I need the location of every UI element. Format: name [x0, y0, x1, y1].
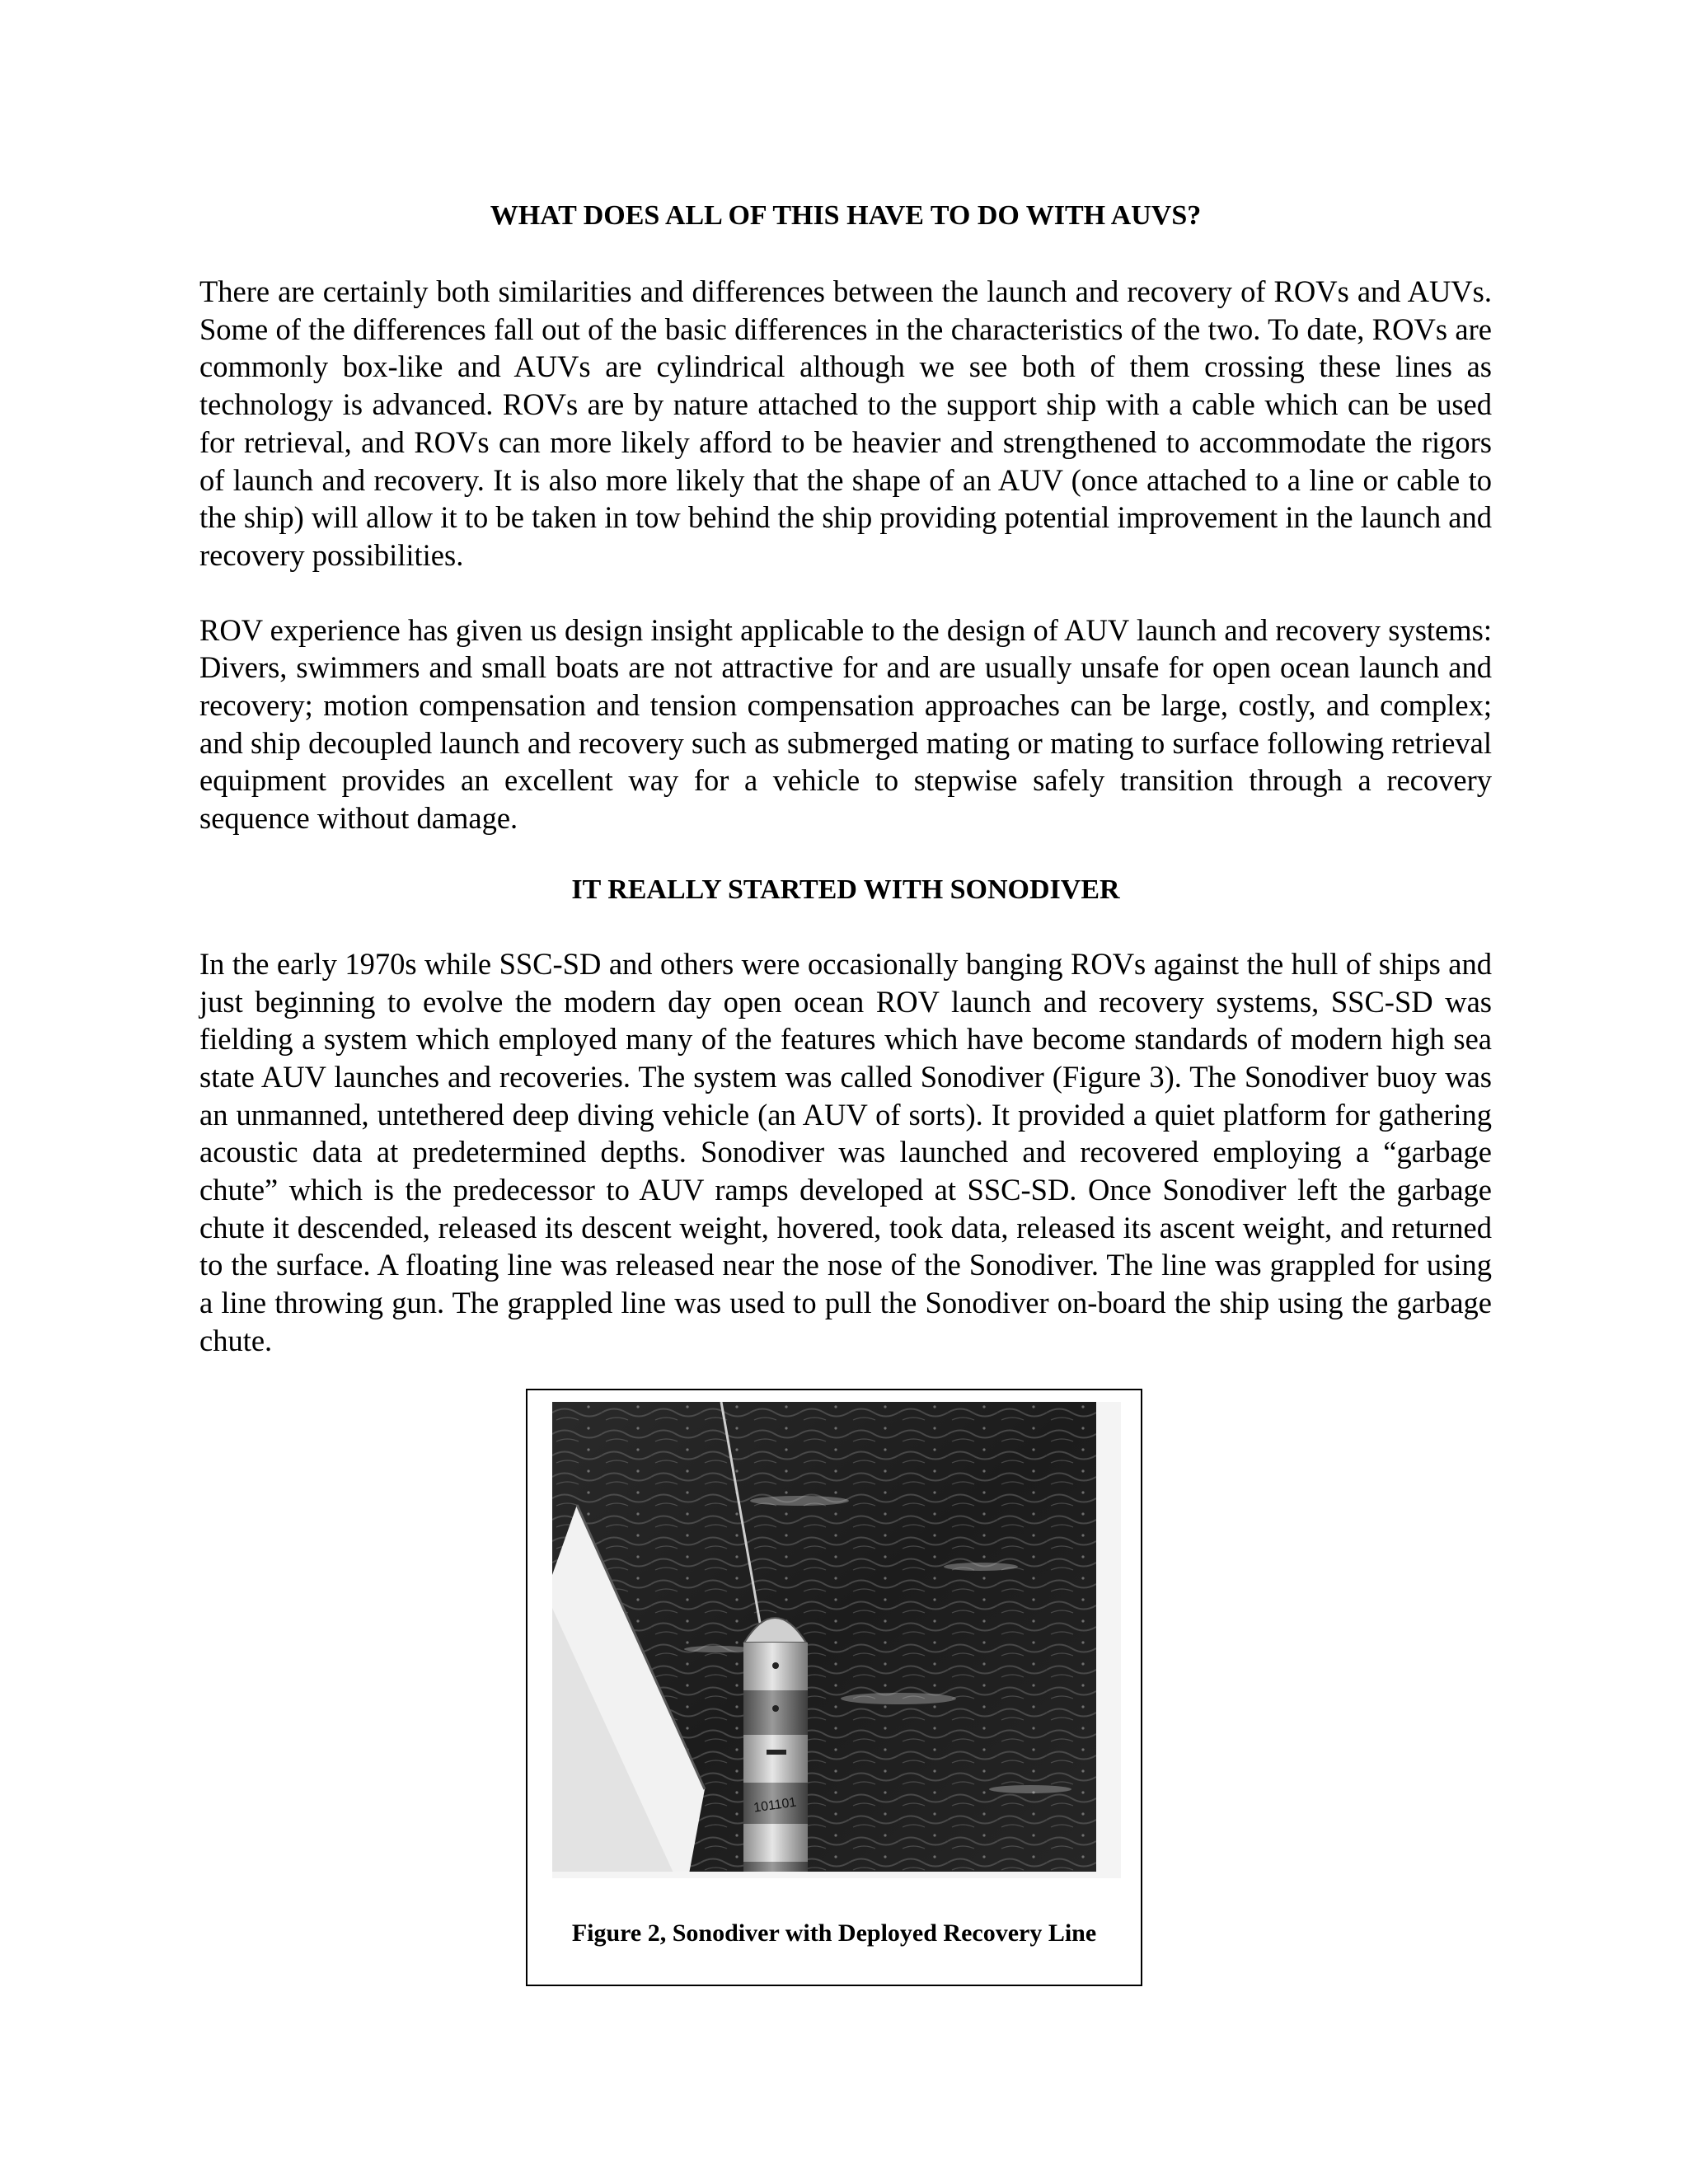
paragraph-sonodiver-history: In the early 1970s while SSC-SD and others were occasionally banging ROVs against the hull of ships and just beginning to evolve the modern day open ocean ROV launch and recovery systems, SSC-SD was fielding a system which employed many of the features which have become standards of modern high sea state AUV launches and recoveries. The system was called Sonodiver (Figure 3). The Sonodiver buoy was an unmanned, untethered deep diving vehicle (an AUV of sorts). It provided a quiet platform for gathering acoustic data at predetermined depths. Sonodiver was launched and recovered employing a “garbage chute” which is the predecessor to AUV ramps developed at SSC-SD. Once Sonodiver left the garbage chute it descended, released its descent weight, hovered, took data, released its ascent weight, and returned to the surface. A floating line was released near the nose of the Sonodiver. The line was grappled for using a line throwing gun. The grappled line was used to pull the Sonodiver on-board the ship using the garbage chute. — [199, 946, 1492, 1357]
figure-sonodiver — [526, 1389, 1142, 1986]
figure-caption: Figure 2, Sonodiver with Deployed Recovery Line — [571, 1919, 1097, 1947]
hull-marking: 101101 — [753, 1795, 798, 1816]
paragraph-rov-experience: ROV experience has given us design insight applicable to the design of AUV launch and recovery systems: Divers, swimmers and small boats are not attractive for and are usually unsafe for open ocean launch and recovery; motion compensation and tension compensation approaches can be large, costly, and complex; and ship decoupled launch and recovery such as submerged mating or mating to surface following retrieval equipment provides an excellent way for a vehicle to stepwise safely transition through a recovery sequence without damage. — [199, 612, 1492, 836]
section-heading-sonodiver: IT REALLY STARTED WITH SONODIVER — [571, 874, 1120, 905]
paragraph-similarities: There are certainly both similarities and differences between the launch and recovery of ROVs and AUVs. Some of the differences fall out of the basic differences in the characteristics of the two. To date, ROVs are commonly box-like and AUVs are cylindrical although we see both of them crossing these lines as technology is advanced. ROVs are by nature attached to the support ship with a cable which can be used for retrieval, and ROVs can more likely afford to be heavier and strengthened to accommodate the rigors of launch and recovery. It is also more likely that the shape of an AUV (once attached to a line or cable to the ship) will allow it to be taken in tow behind the ship providing potential improvement in the launch and recovery possibilities. — [199, 274, 1492, 572]
document-body — [199, 198, 1492, 1360]
section-heading-auvs: WHAT DOES ALL OF THIS HAVE TO DO WITH AUVS? — [490, 200, 1202, 231]
sonodiver-photo — [552, 1402, 1121, 1878]
